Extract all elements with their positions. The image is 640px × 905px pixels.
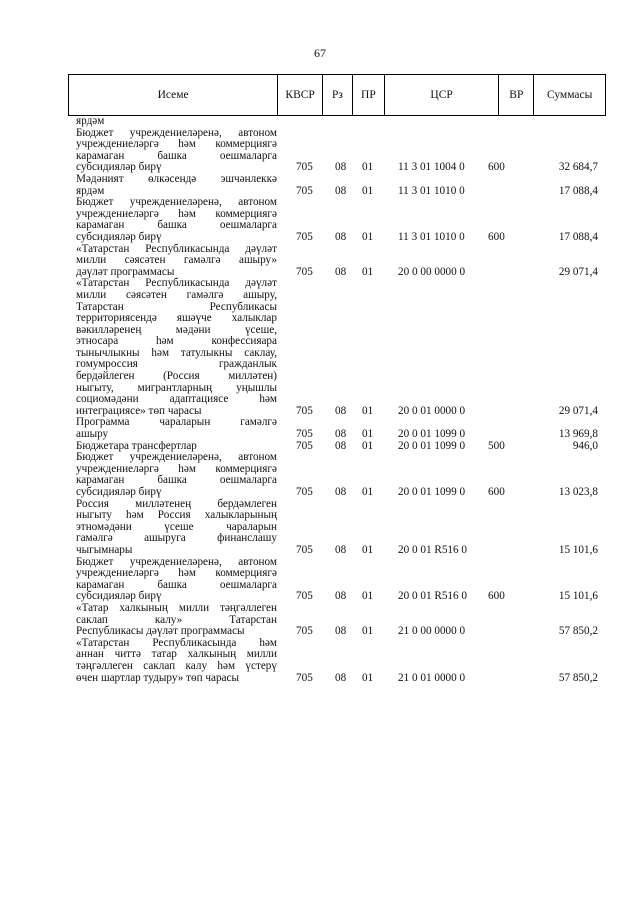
table-row [0, 452, 640, 498]
page-number: 67 [314, 46, 326, 60]
row-name-line: ярдәм [76, 184, 105, 197]
cell-vr: 600 [488, 486, 505, 498]
cell-csr: 20 0 01 1099 0 [398, 428, 466, 441]
cell-pr: 01 [362, 486, 374, 498]
cell-kvsr: 705 [296, 428, 313, 441]
cell-csr: 11 3 01 1010 0 [398, 230, 465, 243]
row-name-line: «Татар халкының милли тәңгәллеген [76, 601, 277, 614]
row-name-line: милли сәясәтен гамәлгә ашыру» [76, 254, 277, 267]
cell-pr: 01 [362, 671, 374, 684]
row-name-line: дәүләт программасы [76, 265, 175, 278]
row-name-line: гамәлгә ашыруга финанслашу [76, 532, 277, 545]
table-row [0, 244, 640, 279]
cell-pr: 01 [362, 439, 374, 452]
row-name-line: Бюджет учреждениеләренә, автоном [76, 451, 277, 464]
table-row [0, 197, 640, 243]
table-body [0, 116, 640, 684]
row-name-line: субсидияләр бирү [76, 161, 162, 174]
row-name-line: учреждениеләргә һәм коммерциягә [76, 462, 277, 475]
row-name-line: Программа чараларын гамәлгә [76, 416, 277, 429]
cell-csr: 20 0 01 R516 0 [398, 590, 467, 603]
cell-kvsr: 705 [296, 486, 313, 498]
row-name-line: Россия милләтенең бердәмлеген [76, 497, 277, 510]
cell-csr: 20 0 01 1099 0 [398, 486, 466, 498]
header-csr: ЦСР [384, 75, 499, 115]
cell-vr: 600 [488, 590, 505, 603]
row-name-line: учреждениеләргә һәм коммерциягә [76, 207, 277, 220]
row-name-line: ныгыту һәм Россия халыкларының [76, 509, 277, 522]
row-name-line: бердәйлеген (Россия милләтен) [76, 370, 277, 383]
row-name-line: учреждениеләргә һәм коммерциягә [76, 567, 277, 580]
cell-csr: 21 0 00 0000 0 [398, 625, 466, 638]
row-name-line: саклап калу» Татарстан [76, 613, 277, 626]
row-name-line: ярдәм [76, 115, 105, 127]
row-name [76, 452, 277, 498]
cell-pr: 01 [362, 265, 374, 278]
table-row [0, 128, 640, 174]
table-row [0, 499, 640, 557]
row-name [76, 557, 277, 603]
cell-rz: 08 [335, 161, 347, 174]
cell-sum: 15 101,6 [558, 590, 598, 603]
cell-sum: 17 088,4 [558, 230, 598, 243]
cell-sum: 17 088,4 [558, 184, 598, 197]
cell-rz: 08 [335, 590, 347, 603]
header-sum: Суммасы [533, 75, 605, 115]
cell-csr: 20 0 01 0000 0 [398, 404, 466, 417]
cell-pr: 01 [362, 161, 374, 174]
row-name [76, 417, 277, 440]
row-name-line: ашыру [76, 428, 109, 441]
cell-vr: 600 [488, 230, 505, 243]
row-name-line: вәкилләренең мәдәни үсеше, [76, 323, 277, 336]
row-name-line: субсидияләр бирү [76, 230, 162, 243]
row-name-line: Татарстан Республикасы [76, 300, 277, 313]
row-name-line: учреждениеләргә һәм коммерциягә [76, 138, 277, 151]
row-name-line: интеграциясе» төп чарасы [76, 404, 202, 417]
cell-sum: 15 101,6 [558, 543, 598, 556]
cell-rz: 08 [335, 543, 347, 556]
cell-sum: 13 969,8 [558, 428, 598, 441]
row-name-line: гомумроссия гражданлык [76, 358, 277, 371]
row-name [76, 638, 277, 684]
header-pr: ПР [352, 75, 384, 115]
cell-csr: 20 0 00 0000 0 [398, 265, 466, 278]
row-name-line: Бюджетара трансфертлар [76, 439, 197, 452]
cell-kvsr: 705 [296, 590, 313, 603]
row-name-line: карамаган башка оешмаларга [76, 219, 277, 232]
cell-kvsr: 705 [296, 543, 313, 556]
cell-pr: 01 [362, 590, 374, 603]
cell-kvsr: 705 [296, 265, 313, 278]
row-name-line: өчен шартлар тудыру» төп чарасы [76, 671, 239, 684]
row-name-line: этномәдәни үсеше чараларын [76, 520, 277, 533]
table-header [68, 74, 606, 116]
row-name-line: Республикасы дәүләт программасы [76, 625, 245, 638]
row-name-line: ныгыту, мигрантларның уңышлы [76, 381, 277, 394]
row-name-line: Мәдәният өлкәсендә эшчәнлеккә [76, 172, 277, 185]
cell-pr: 01 [362, 230, 374, 243]
cell-csr: 20 0 01 R516 0 [398, 543, 467, 556]
cell-rz: 08 [335, 265, 347, 278]
table-row [0, 174, 640, 197]
cell-kvsr: 705 [296, 671, 313, 684]
cell-rz: 08 [335, 184, 347, 197]
row-name-line: субсидияләр бирү [76, 590, 162, 603]
cell-rz: 08 [335, 230, 347, 243]
cell-kvsr: 705 [296, 184, 313, 197]
row-name-line: тынычлыкны һәм татулыкны саклау, [76, 346, 277, 359]
table-row [0, 603, 640, 638]
cell-sum: 946,0 [572, 439, 598, 452]
row-name [76, 278, 277, 417]
row-name-line: Бюджет учреждениеләренә, автоном [76, 196, 277, 209]
cell-rz: 08 [335, 671, 347, 684]
row-name-line: «Татарстан Республикасында дәүләт [76, 242, 277, 255]
cell-rz: 08 [335, 404, 347, 417]
cell-kvsr: 705 [296, 161, 313, 174]
table-row [0, 116, 640, 128]
cell-pr: 01 [362, 625, 374, 638]
cell-sum: 57 850,2 [558, 625, 598, 638]
table-row [0, 638, 640, 684]
cell-sum: 32 684,7 [558, 161, 598, 174]
cell-pr: 01 [362, 428, 374, 441]
table-row [0, 417, 640, 440]
row-name-line: тәңгәллеген саклап калу һәм үстерү [76, 659, 277, 672]
cell-sum: 57 850,2 [558, 671, 598, 684]
row-name-line: «Татарстан Республикасында дәүләт [76, 277, 277, 290]
cell-csr: 20 0 01 1099 0 [398, 439, 466, 452]
cell-kvsr: 705 [296, 404, 313, 417]
row-name-line: карамаган башка оешмаларга [76, 149, 277, 162]
cell-rz: 08 [335, 439, 347, 452]
cell-csr: 11 3 01 1004 0 [398, 161, 465, 174]
row-name-line: субсидияләр бирү [76, 486, 162, 498]
cell-sum: 13 023,8 [558, 486, 598, 498]
cell-pr: 01 [362, 404, 374, 417]
row-name [76, 128, 277, 174]
cell-csr: 11 3 01 1010 0 [398, 184, 465, 197]
row-name-line: этносара һәм конфессияара [76, 335, 277, 348]
cell-pr: 01 [362, 543, 374, 556]
cell-pr: 01 [362, 184, 374, 197]
row-name-line: Бюджет учреждениеләренә, автоном [76, 555, 277, 568]
row-name [76, 116, 277, 128]
cell-rz: 08 [335, 428, 347, 441]
cell-kvsr: 705 [296, 439, 313, 452]
cell-rz: 08 [335, 625, 347, 638]
row-name-line: карамаган башка оешмаларга [76, 474, 277, 487]
cell-rz: 08 [335, 486, 347, 498]
table-row [0, 278, 640, 417]
row-name-line: аннан читтә татар халкының милли [76, 648, 277, 661]
row-name-line: «Татарстан Республикасында һәм [76, 636, 277, 649]
header-vr: ВР [498, 75, 533, 115]
table-row [0, 557, 640, 603]
row-name-line: карамаган башка оешмаларга [76, 578, 277, 591]
cell-kvsr: 705 [296, 230, 313, 243]
cell-csr: 21 0 01 0000 0 [398, 671, 466, 684]
cell-kvsr: 705 [296, 625, 313, 638]
cell-vr: 600 [488, 161, 505, 174]
row-name-line: Бюджет учреждениеләренә, автоном [76, 126, 277, 139]
row-name-line: чыгымнары [76, 543, 133, 556]
header-rz: Рз [322, 75, 352, 115]
row-name [76, 499, 277, 557]
row-name-line: социомәдәни адаптациясе һәм [76, 393, 277, 406]
row-name [76, 197, 277, 243]
header-kvsr: КВСР [277, 75, 322, 115]
cell-sum: 29 071,4 [558, 265, 598, 278]
row-name-line: милли сәясәтен гамәлгә ашыру, [76, 288, 277, 301]
row-name [76, 244, 277, 279]
row-name [76, 603, 277, 638]
row-name-line: территориясендә яшәүче халыклар [76, 312, 277, 325]
cell-sum: 29 071,4 [558, 404, 598, 417]
header-name: Исеме [157, 89, 189, 101]
cell-vr: 500 [488, 439, 505, 452]
row-name [76, 174, 277, 197]
